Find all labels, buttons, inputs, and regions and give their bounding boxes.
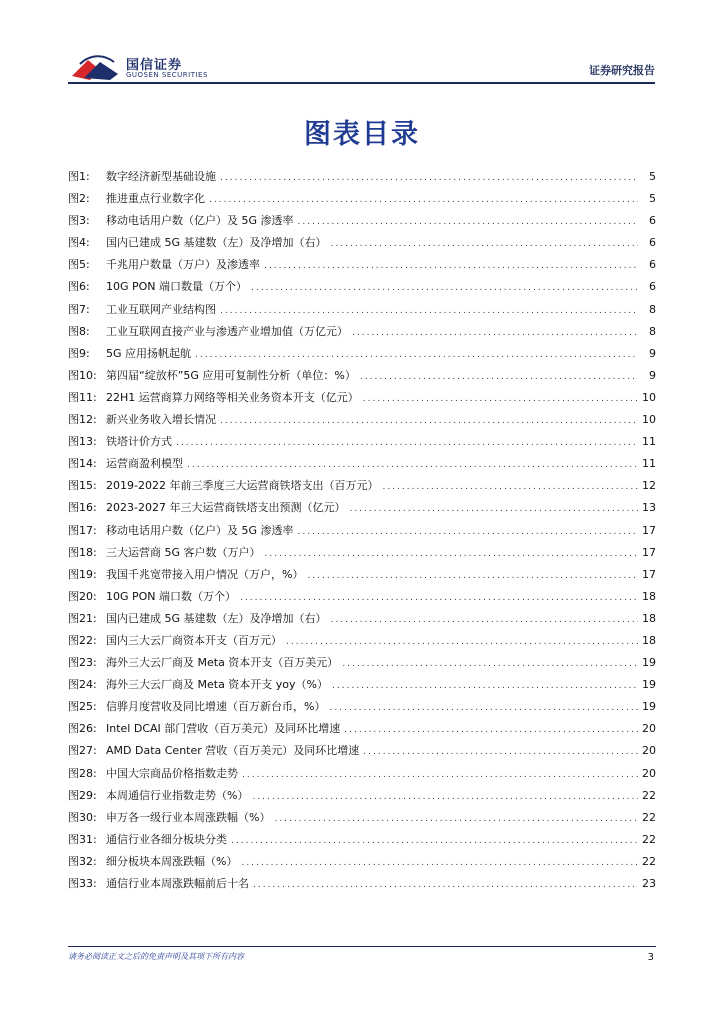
toc-entry-page: 18 [642, 633, 656, 647]
toc-entry-page: 8 [649, 302, 656, 316]
toc-leader-dots [360, 372, 638, 382]
toc-leader-dots [241, 858, 638, 868]
toc-entry[interactable] [68, 544, 656, 566]
toc-entry-title: 22H1 运营商算力网络等相关业务资本开支（亿元） [106, 390, 359, 404]
toc-entry-title: 推进重点行业数字化 [106, 192, 205, 206]
toc-entry-title: 海外三大云厂商及 Meta 资本开支 yoy（%） [106, 678, 329, 692]
toc-leader-dots [220, 173, 638, 183]
toc-entry-page: 17 [642, 567, 656, 581]
toc-entry-title: 新兴业务收入增长情况 [106, 413, 216, 427]
toc-entry-number: 图10: [68, 368, 97, 382]
brand-name-en: GUOSEN SECURITIES [126, 71, 208, 79]
toc-entry-number: 图1: [68, 170, 90, 183]
toc-entry-title: 移动电话用户数（亿户）及 5G 渗透率 [106, 523, 294, 537]
toc-entry-title: 工业互联网直接产业与渗透产业增加值（万亿元） [106, 324, 348, 338]
toc-entry-page: 6 [649, 236, 656, 250]
toc-entry-page: 11 [642, 457, 656, 471]
logo-mark-icon [70, 52, 122, 82]
toc-entry-title: 国内已建成 5G 基建数（左）及净增加（右） [106, 236, 327, 250]
toc-entry-number: 图2: [68, 192, 90, 206]
toc-entry-page: 19 [642, 656, 656, 670]
toc-leader-dots [220, 416, 638, 426]
toc-entry-number: 图3: [68, 214, 90, 228]
toc-leader-dots [363, 394, 638, 404]
toc-entry-title: 国内已建成 5G 基建数（左）及净增加（右） [106, 611, 327, 625]
toc-entry-number: 图33: [68, 877, 97, 890]
toc-entry-number: 图18: [68, 545, 97, 559]
toc-entry[interactable] [68, 676, 656, 698]
brand-name-cn: 国信证券 [126, 58, 183, 73]
toc-entry[interactable] [68, 389, 656, 411]
toc-leader-dots [253, 880, 638, 890]
toc-entry[interactable] [68, 588, 656, 610]
toc-entry-page: 10 [642, 413, 656, 427]
toc-entry-title: 工业互联网产业结构图 [106, 302, 216, 316]
toc-entry-title: 中国大宗商品价格指数走势 [106, 766, 238, 780]
toc-entry-number: 图13: [68, 435, 97, 449]
toc-leader-dots [331, 615, 638, 625]
toc-leader-dots [252, 792, 638, 802]
toc-leader-dots [264, 261, 638, 271]
toc-entry-title: 10G PON 端口数（万个） [106, 589, 237, 603]
toc-leader-dots [329, 703, 638, 713]
toc-entry-number: 图14: [68, 457, 97, 471]
toc-entry[interactable] [68, 301, 656, 323]
toc-entry-page: 22 [642, 854, 656, 868]
toc-entry-number: 图23: [68, 656, 97, 670]
toc-entry-title: 2019-2022 年前三季度三大运营商铁塔支出（百万元） [106, 479, 379, 493]
toc-entry-number: 图17: [68, 523, 97, 537]
toc-entry-number: 图29: [68, 788, 97, 802]
toc-entry[interactable] [68, 765, 656, 787]
toc-entry[interactable] [68, 345, 656, 367]
toc-leader-dots [209, 195, 638, 205]
toc-entry-page: 20 [642, 722, 656, 736]
toc-entry-page: 5 [649, 170, 656, 183]
toc-entry[interactable] [68, 522, 656, 544]
toc-entry-page: 11 [642, 435, 656, 449]
page-title: 图表目录 [304, 119, 420, 150]
toc-entry-title: 通信行业各细分板块分类 [106, 832, 227, 846]
toc-entry-title: 千兆用户数量（万户）及渗透率 [106, 258, 260, 272]
toc-entry-page: 12 [642, 479, 656, 493]
toc-entry-number: 图6: [68, 280, 90, 294]
toc-entry-page: 19 [642, 700, 656, 714]
toc-entry-title: 5G 应用扬帆起航 [106, 346, 192, 360]
table-of-figures [68, 168, 656, 897]
report-type-label: 证券研究报告 [589, 64, 655, 77]
toc-entry[interactable] [68, 433, 656, 455]
toc-entry[interactable] [68, 190, 656, 212]
toc-entry[interactable] [68, 742, 656, 764]
header-divider [68, 82, 655, 84]
toc-entry-page: 8 [649, 324, 656, 338]
toc-entry[interactable] [68, 566, 656, 588]
toc-entry[interactable] [68, 411, 656, 433]
toc-entry-title: 信骅月度营收及同比增速（百万新台币，%） [106, 700, 326, 714]
toc-entry[interactable] [68, 831, 656, 853]
toc-entry-page: 20 [642, 766, 656, 780]
toc-entry[interactable] [68, 455, 656, 477]
toc-entry-title: AMD Data Center 营收（百万美元）及同环比增速 [106, 744, 360, 758]
toc-entry-page: 6 [649, 258, 656, 272]
toc-entry-title: 2023-2027 年三大运营商铁塔支出预测（亿元） [106, 501, 346, 515]
toc-entry[interactable] [68, 499, 656, 521]
toc-leader-dots [274, 814, 638, 824]
toc-entry-title: 国内三大云厂商资本开支（百万元） [106, 633, 282, 647]
toc-entry-number: 图11: [68, 390, 97, 404]
toc-entry-number: 图9: [68, 346, 90, 360]
toc-entry-number: 图30: [68, 810, 97, 824]
toc-leader-dots [298, 217, 638, 227]
toc-entry-page: 5 [649, 192, 656, 206]
toc-entry[interactable] [68, 477, 656, 499]
toc-leader-dots [344, 725, 638, 735]
page-header [0, 0, 724, 90]
toc-entry-number: 图31: [68, 832, 97, 846]
toc-entry-number: 图21: [68, 611, 97, 625]
toc-entry-title: 第四届“绽放杯”5G 应用可复制性分析（单位：%） [106, 368, 356, 382]
toc-entry[interactable] [68, 632, 656, 654]
toc-entry-title: 本周通信行业指数走势（%） [106, 788, 249, 802]
toc-entry[interactable] [68, 698, 656, 720]
toc-entry-page: 22 [642, 832, 656, 846]
toc-entry-title: 铁塔计价方式 [106, 435, 172, 449]
toc-entry[interactable] [68, 853, 656, 875]
toc-leader-dots [286, 637, 638, 647]
toc-entry-page: 9 [649, 368, 656, 382]
toc-leader-dots [231, 836, 638, 846]
toc-entry[interactable] [68, 278, 656, 300]
toc-entry-title: 移动电话用户数（亿户）及 5G 渗透率 [106, 214, 294, 228]
toc-entry-title: 我国千兆宽带接入用户情况（万户，%） [106, 567, 304, 581]
toc-entry[interactable] [68, 787, 656, 809]
toc-leader-dots [331, 239, 638, 249]
toc-entry-page: 18 [642, 589, 656, 603]
toc-leader-dots [187, 460, 638, 470]
toc-entry-page: 6 [649, 280, 656, 294]
toc-entry-number: 图19: [68, 567, 97, 581]
toc-leader-dots [332, 681, 638, 691]
toc-entry-number: 图8: [68, 324, 90, 338]
toc-entry[interactable] [68, 720, 656, 742]
toc-entry-page: 10 [642, 390, 656, 404]
toc-entry[interactable] [68, 234, 656, 256]
toc-leader-dots [352, 328, 638, 338]
toc-entry-title: 细分板块本周涨跌幅（%） [106, 854, 238, 868]
toc-entry-title: 通信行业本周涨跌幅前后十名 [106, 877, 249, 890]
toc-entry-page: 20 [642, 744, 656, 758]
toc-entry-title: Intel DCAI 部门营收（百万美元）及同环比增速 [106, 722, 341, 736]
toc-entry[interactable] [68, 654, 656, 676]
toc-entry-number: 图28: [68, 766, 97, 780]
toc-entry[interactable] [68, 256, 656, 278]
toc-entry-number: 图26: [68, 722, 97, 736]
toc-leader-dots [220, 306, 638, 316]
toc-entry-page: 17 [642, 545, 656, 559]
toc-entry-number: 图7: [68, 302, 90, 316]
toc-leader-dots [307, 571, 638, 581]
toc-entry-number: 图5: [68, 258, 90, 272]
toc-entry-page: 18 [642, 611, 656, 625]
toc-entry-number: 图32: [68, 854, 97, 868]
toc-leader-dots [195, 350, 638, 360]
toc-entry[interactable] [68, 610, 656, 632]
toc-entry-number: 图15: [68, 479, 97, 493]
toc-entry-title: 申万各一级行业本周涨跌幅（%） [106, 810, 271, 824]
toc-entry-number: 图16: [68, 501, 97, 515]
toc-leader-dots [349, 504, 638, 514]
toc-entry-page: 17 [642, 523, 656, 537]
toc-entry-number: 图20: [68, 589, 97, 603]
toc-entry[interactable] [68, 809, 656, 831]
footer-divider [68, 946, 656, 947]
toc-entry-number: 图12: [68, 413, 97, 427]
toc-entry-title: 海外三大云厂商及 Meta 资本开支（百万美元） [106, 656, 339, 670]
toc-entry-title: 三大运营商 5G 客户数（万户） [106, 545, 261, 559]
toc-entry[interactable] [68, 367, 656, 389]
toc-entry-title: 10G PON 端口数量（万个） [106, 280, 248, 294]
toc-entry-title: 运营商盈利模型 [106, 457, 183, 471]
toc-entry-page: 22 [642, 788, 656, 802]
toc-entry-page: 19 [642, 678, 656, 692]
toc-leader-dots [382, 482, 638, 492]
toc-leader-dots [240, 593, 638, 603]
toc-entry[interactable] [68, 168, 656, 190]
toc-entry-number: 图22: [68, 633, 97, 647]
toc-entry-page: 23 [642, 877, 656, 890]
toc-entry-number: 图4: [68, 236, 90, 250]
toc-entry[interactable] [68, 212, 656, 234]
toc-entry-page: 13 [642, 501, 656, 515]
toc-entry[interactable] [68, 875, 656, 897]
disclaimer-note: 请务必阅读正文之后的免责声明及其项下所有内容 [68, 952, 244, 961]
toc-entry-number: 图27: [68, 744, 97, 758]
toc-entry-number: 图25: [68, 700, 97, 714]
toc-entry-page: 6 [649, 214, 656, 228]
toc-leader-dots [265, 549, 638, 559]
toc-leader-dots [242, 770, 638, 780]
toc-leader-dots [363, 747, 638, 757]
toc-leader-dots [251, 283, 638, 293]
toc-entry[interactable] [68, 323, 656, 345]
toc-entry-page: 9 [649, 346, 656, 360]
toc-entry-number: 图24: [68, 678, 97, 692]
toc-leader-dots [176, 438, 638, 448]
toc-leader-dots [298, 527, 638, 537]
toc-entry-page: 22 [642, 810, 656, 824]
toc-leader-dots [342, 659, 638, 669]
toc-entry-title: 数字经济新型基础设施 [106, 170, 216, 183]
guosen-logo [70, 52, 230, 86]
page-number: 3 [647, 952, 654, 963]
